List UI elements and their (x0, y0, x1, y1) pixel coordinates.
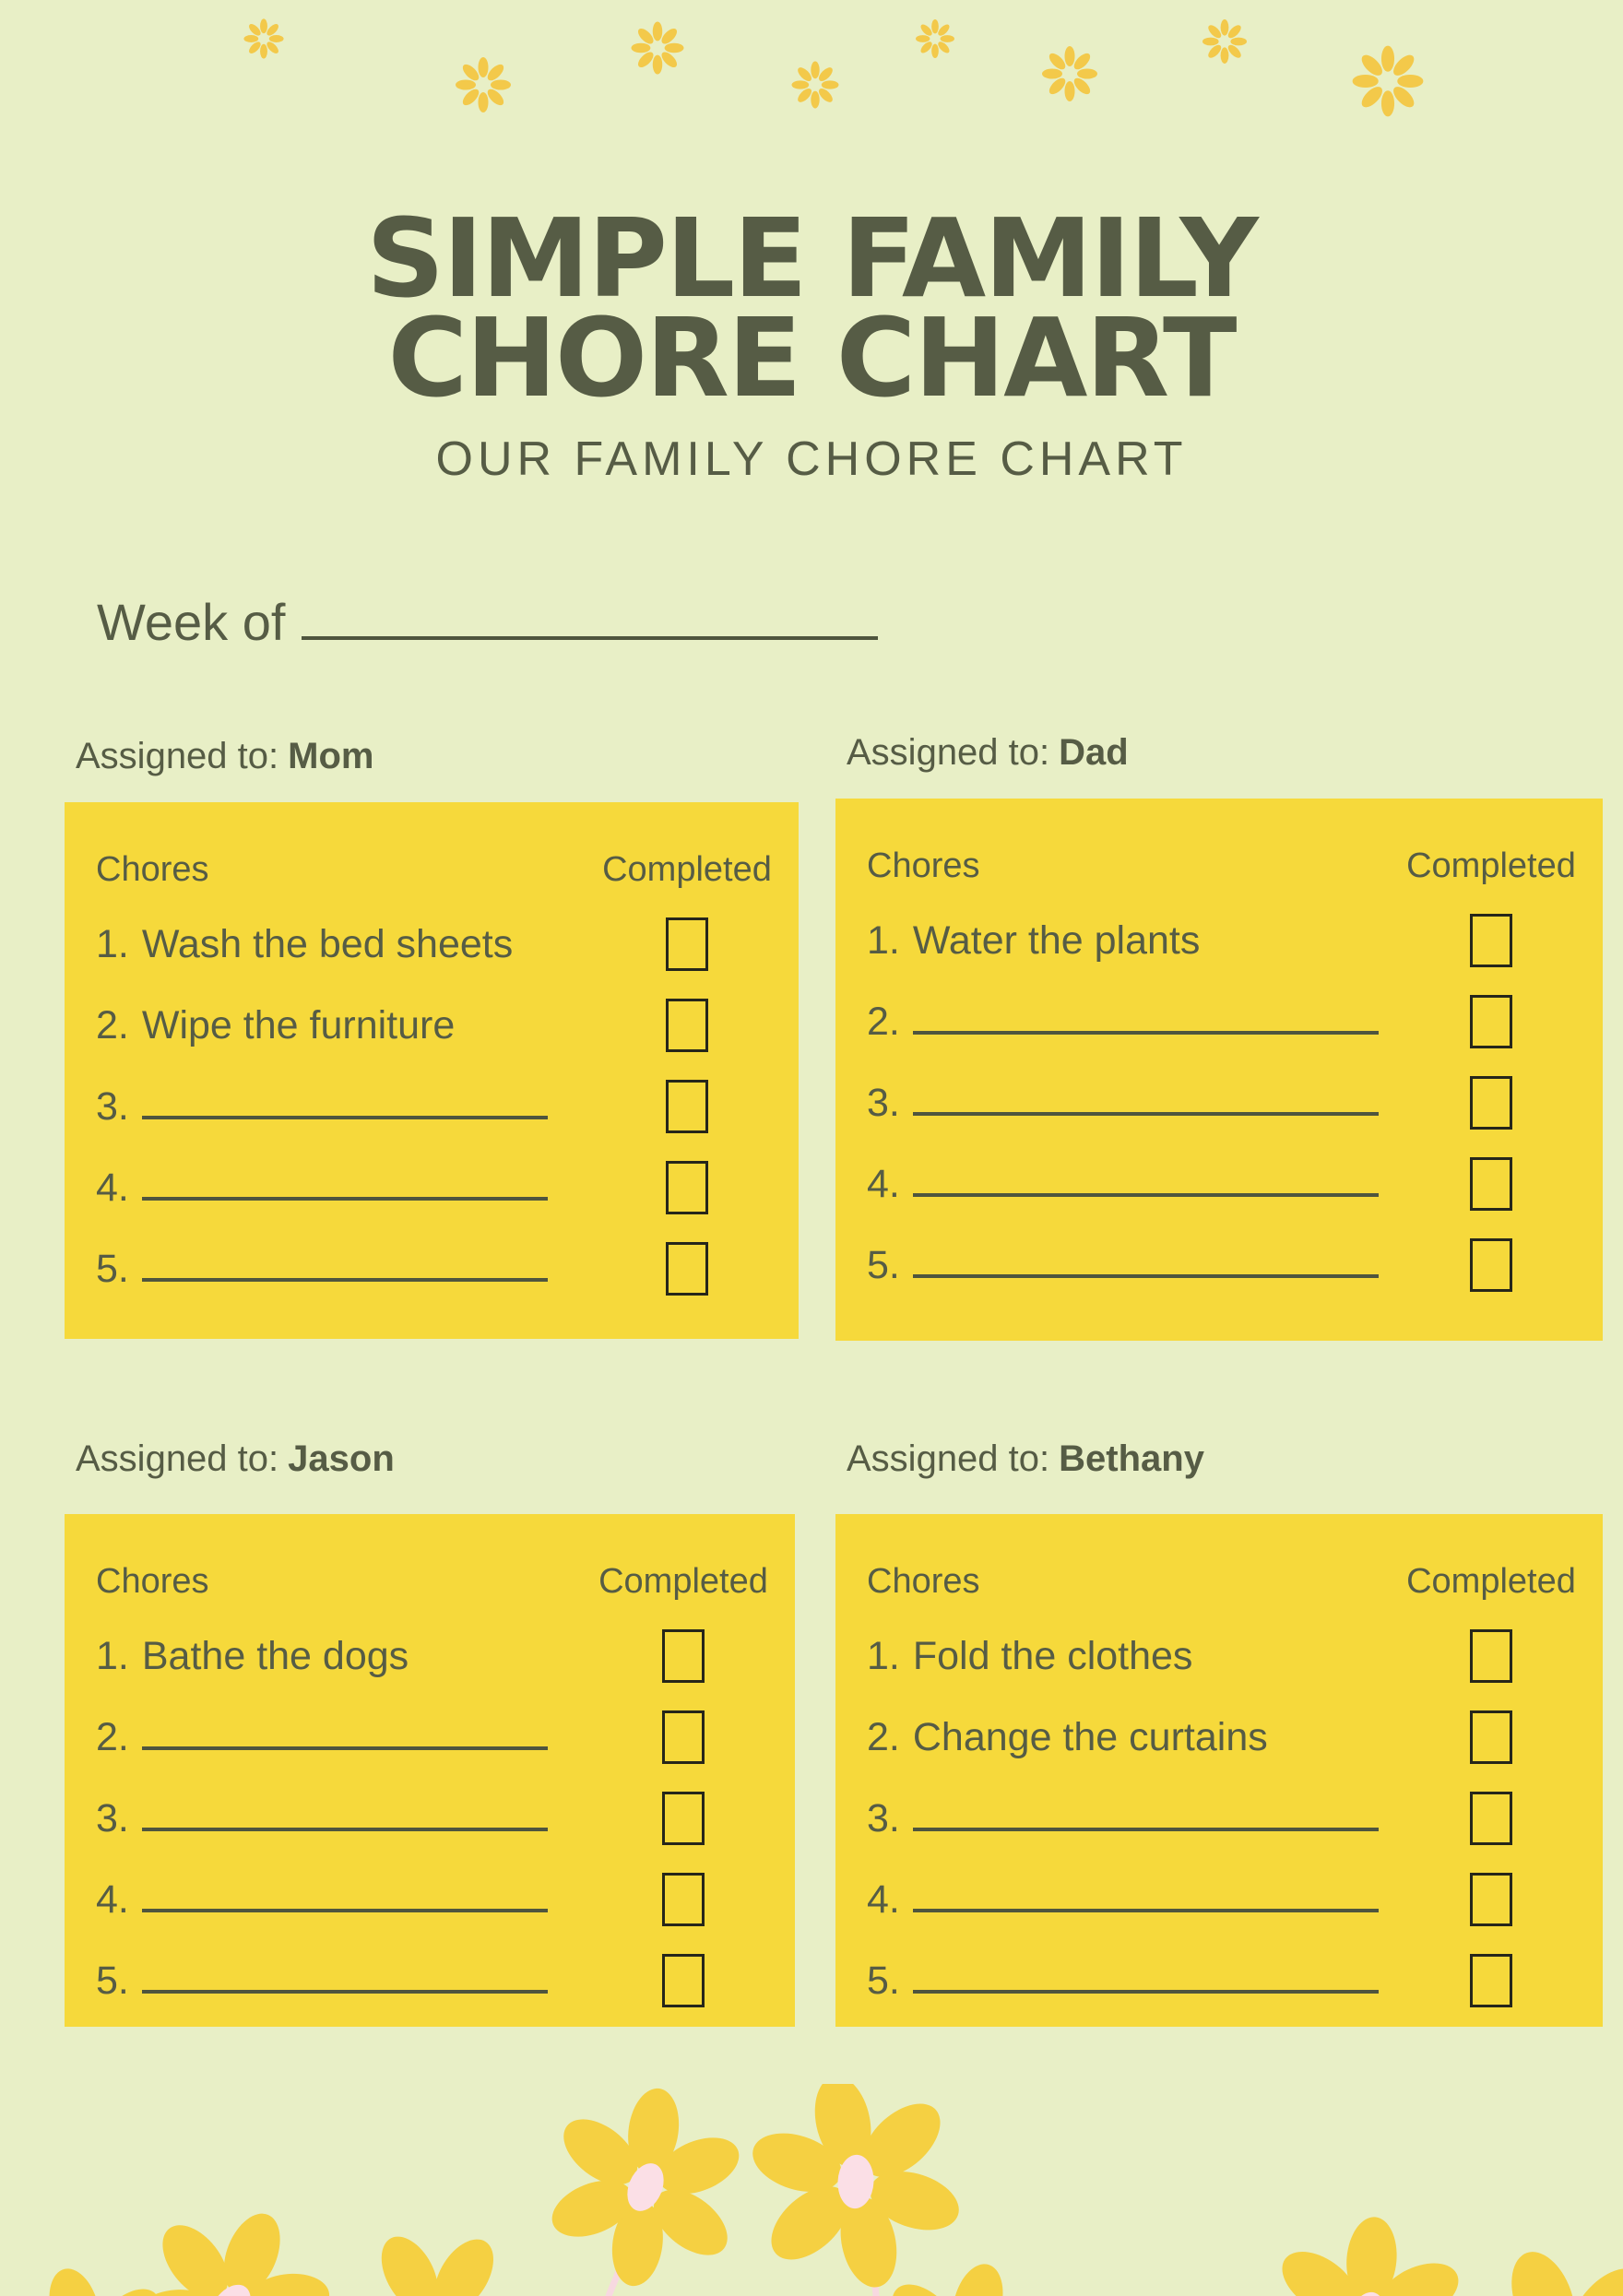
completed-checkbox[interactable] (1470, 1710, 1512, 1764)
chore-number: 3. (96, 1795, 129, 1840)
daisy-icon (1260, 2208, 1474, 2296)
chore-number: 4. (867, 1161, 900, 1206)
page-title-line2: CHORE CHART (387, 294, 1236, 421)
completed-checkbox[interactable] (1470, 1238, 1512, 1292)
flower-icon (916, 19, 954, 58)
chore-number: 5. (867, 1958, 900, 2003)
chore-text[interactable] (913, 1003, 1379, 1035)
card-header-row (867, 845, 1588, 887)
completed-checkbox[interactable] (1470, 995, 1512, 1048)
chore-text[interactable] (913, 1800, 1379, 1831)
chore-list (867, 1615, 1588, 2021)
chore-row (96, 1615, 780, 1697)
completed-checkbox[interactable] (666, 1080, 708, 1133)
completed-column-header: Completed (1406, 846, 1576, 885)
completed-column-header: Completed (602, 849, 772, 889)
chore-text: Change the curtains (912, 1714, 1268, 1759)
assigned-to-text: Assigned to: (76, 736, 279, 776)
chore-row (867, 1778, 1588, 1859)
assigned-to-text: Assigned to: (847, 1438, 1050, 1479)
chore-card (835, 1514, 1603, 2027)
completed-checkbox[interactable] (666, 917, 708, 971)
completed-checkbox[interactable] (666, 999, 708, 1052)
bottom-flowers-decoration (0, 2084, 1623, 2296)
chore-text[interactable] (142, 1719, 548, 1750)
chore-number: 5. (96, 1246, 129, 1291)
flower-icon (1202, 19, 1247, 64)
chore-number: 3. (867, 1080, 900, 1125)
daisy-icon (308, 2195, 563, 2296)
daisy-icon (101, 2178, 359, 2296)
card-header-row (96, 848, 784, 891)
chore-list (96, 904, 784, 1309)
chore-number: 2. (867, 1714, 900, 1759)
chore-row (96, 1778, 780, 1859)
completed-checkbox[interactable] (1470, 1157, 1512, 1211)
chore-number: 5. (96, 1958, 129, 2003)
chore-row (867, 1143, 1588, 1225)
week-of-row (97, 592, 878, 652)
daisy-icon (534, 2084, 757, 2296)
chore-number: 3. (96, 1083, 129, 1129)
flower-icon (1353, 46, 1424, 117)
chore-text[interactable] (142, 1881, 548, 1912)
chore-number: 3. (867, 1795, 900, 1840)
completed-checkbox[interactable] (1470, 1629, 1512, 1683)
card-header-row (867, 1560, 1588, 1603)
chore-number: 1. (96, 1633, 129, 1678)
chore-card-group-dad (835, 730, 1603, 1341)
completed-column-header: Completed (1406, 1561, 1576, 1601)
chore-row (867, 981, 1588, 1062)
assigned-to-label (835, 730, 1603, 775)
chore-number: 4. (96, 1165, 129, 1210)
completed-checkbox[interactable] (662, 1710, 705, 1764)
chore-text: Fold the clothes (912, 1633, 1193, 1678)
chore-text[interactable] (142, 1088, 548, 1119)
chore-row (867, 1859, 1588, 1940)
chore-text[interactable] (913, 1962, 1379, 1994)
top-flowers-decoration (0, 0, 1623, 122)
chore-text: Wash the bed sheets (141, 921, 514, 966)
completed-checkbox[interactable] (666, 1242, 708, 1296)
assignee-name: Mom (288, 736, 374, 776)
assignee-name: Bethany (1059, 1438, 1204, 1479)
completed-checkbox[interactable] (666, 1161, 708, 1214)
chore-number: 2. (96, 1714, 129, 1759)
card-header-row (96, 1560, 780, 1603)
flower-icon (243, 18, 283, 58)
chore-text: Water the plants (912, 917, 1201, 963)
completed-column-header: Completed (598, 1561, 768, 1601)
chore-number: 2. (867, 999, 900, 1044)
week-of-blank[interactable] (302, 599, 878, 640)
chore-text: Wipe the furniture (141, 1002, 456, 1047)
chore-list (867, 900, 1588, 1306)
chore-number: 4. (96, 1876, 129, 1922)
flower-icon (456, 57, 511, 112)
chore-card-group-mom (65, 734, 799, 1339)
chore-text[interactable] (142, 1962, 548, 1994)
daisy-icon (729, 2084, 983, 2296)
chore-card (65, 1514, 795, 2027)
chore-row (867, 1615, 1588, 1697)
assigned-to-text: Assigned to: (76, 1438, 279, 1479)
assignee-name: Dad (1059, 732, 1129, 773)
chore-number: 1. (867, 1633, 900, 1678)
completed-checkbox[interactable] (1470, 1873, 1512, 1926)
chore-row (867, 1940, 1588, 2021)
page-subtitle: OUR FAMILY CHORE CHART (435, 432, 1188, 486)
chores-column-header: Chores (96, 1561, 209, 1601)
chore-text[interactable] (913, 1247, 1379, 1278)
chore-list (96, 1615, 780, 2021)
completed-checkbox[interactable] (662, 1954, 705, 2007)
chore-text[interactable] (142, 1250, 548, 1282)
chore-card-group-jason (65, 1437, 795, 2027)
chore-text[interactable] (913, 1084, 1379, 1116)
flower-icon (792, 62, 839, 109)
chore-text[interactable] (142, 1169, 548, 1201)
chore-number: 2. (96, 1002, 129, 1047)
chore-text: Bathe the dogs (141, 1633, 409, 1678)
assigned-to-label (835, 1437, 1603, 1481)
flower-icon (1042, 46, 1097, 101)
chore-card (65, 802, 799, 1339)
completed-checkbox[interactable] (1470, 1076, 1512, 1130)
completed-checkbox[interactable] (1470, 1792, 1512, 1845)
chore-row (96, 1228, 784, 1309)
completed-checkbox[interactable] (1470, 1954, 1512, 2007)
assigned-to-label (65, 1437, 795, 1481)
chore-text[interactable] (913, 1166, 1379, 1197)
page-title-line1: SIMPLE FAMILY (366, 195, 1257, 322)
completed-checkbox[interactable] (1470, 914, 1512, 967)
assigned-to-text: Assigned to: (847, 732, 1050, 773)
chore-card-group-bethany (835, 1437, 1603, 2027)
chore-row (96, 985, 784, 1066)
chore-row (96, 1697, 780, 1778)
completed-checkbox[interactable] (662, 1873, 705, 1926)
chore-text[interactable] (913, 1881, 1379, 1912)
chores-column-header: Chores (867, 846, 980, 885)
chores-column-header: Chores (96, 849, 209, 889)
chore-row (96, 904, 784, 985)
assignee-name: Jason (288, 1438, 395, 1479)
chore-text[interactable] (142, 1800, 548, 1831)
chores-column-header: Chores (867, 1561, 980, 1601)
chore-number: 1. (96, 921, 129, 966)
chore-row (867, 1225, 1588, 1306)
chore-row (96, 1066, 784, 1147)
chore-row (96, 1940, 780, 2021)
chore-number: 4. (867, 1876, 900, 1922)
chore-row (867, 1062, 1588, 1143)
week-of-label: Week of (97, 593, 286, 651)
chore-row (867, 900, 1588, 981)
chore-number: 5. (867, 1242, 900, 1287)
chore-row (96, 1859, 780, 1940)
flower-icon (632, 21, 684, 74)
completed-checkbox[interactable] (662, 1629, 705, 1683)
chore-number: 1. (867, 917, 900, 963)
chore-row (867, 1697, 1588, 1778)
completed-checkbox[interactable] (662, 1792, 705, 1845)
assigned-to-label (65, 734, 799, 778)
chore-card (835, 799, 1603, 1341)
header (0, 195, 1623, 487)
chore-row (96, 1147, 784, 1228)
